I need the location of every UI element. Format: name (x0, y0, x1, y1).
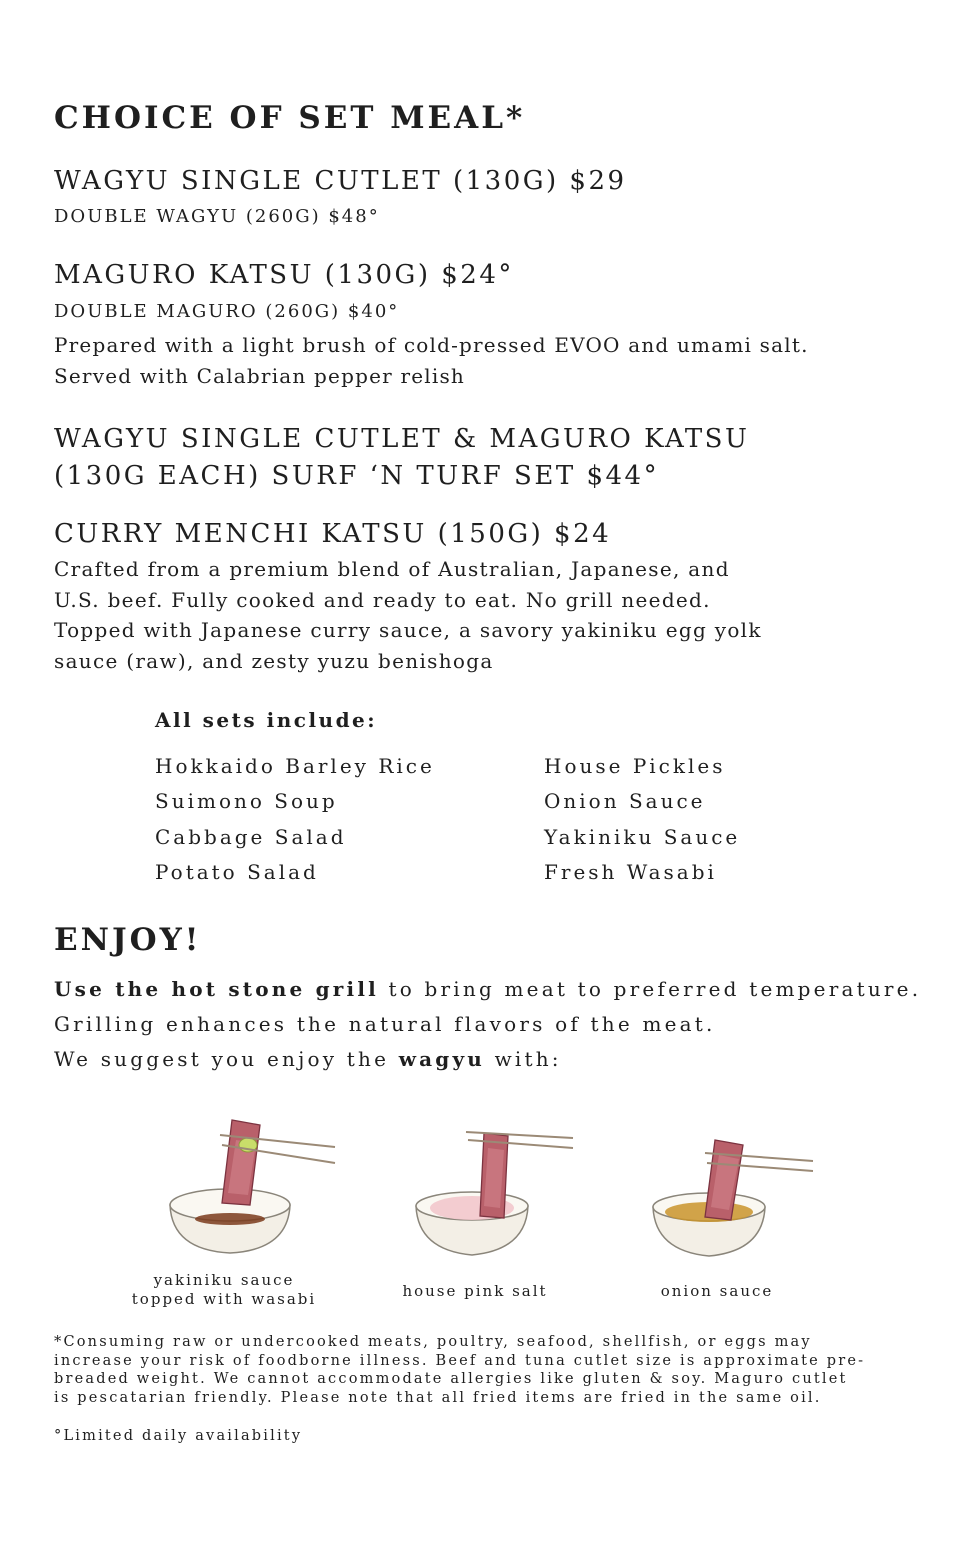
enjoy-line-3 (54, 1042, 921, 1077)
enjoy-phrase: to bring meat to preferred temperature. (378, 977, 922, 1001)
list-item: Yakiniku Sauce (544, 824, 741, 849)
caption-line: yakiniku sauce (153, 1271, 295, 1289)
item-wagyu-double: DOUBLE WAGYU (260G) $48° (54, 206, 380, 227)
caption-line: onion sauce (660, 1282, 774, 1300)
item-maguro-title: MAGURO KATSU (130G) $24° (54, 260, 514, 290)
footnote-line: is pescatarian friendly. Please note that all fried items are fried in the same oil. (54, 1389, 822, 1406)
footnote-line: *Consuming raw or undercooked meats, poultry, seafood, shellfish, or eggs may (54, 1334, 812, 1350)
caption-line: house pink salt (402, 1282, 548, 1300)
wagyu-yakiniku-wasabi-icon (160, 1105, 340, 1255)
item-maguro-double: DOUBLE MAGURO (260G) $40° (54, 301, 400, 322)
desc-line: Topped with Japanese curry sauce, a savory yakiniku egg yolk (54, 618, 762, 642)
includes-heading: All sets include: (155, 708, 378, 732)
list-item: Fresh Wasabi (544, 859, 717, 884)
desc-line: Prepared with a light brush of cold-pressed EVOO and umami salt. (54, 333, 809, 357)
desc-line: Crafted from a premium blend of Australian, Japanese, and (54, 557, 730, 581)
enjoy-phrase: We suggest you (54, 1047, 267, 1071)
includes-left-list (155, 749, 435, 890)
enjoy-line-1 (54, 972, 921, 1007)
enjoy-text (54, 972, 921, 1077)
list-item: Hokkaido Barley Rice (155, 754, 435, 778)
desc-line: sauce (raw), and zesty yuzu benishoga (54, 648, 494, 673)
desc-line: U.S. beef. Fully cooked and ready to eat. No grill needed. (54, 587, 711, 612)
item-maguro-description (54, 330, 809, 392)
enjoy-phrase: with: (485, 1047, 562, 1071)
title-line: (130G EACH) SURF ‘N TURF SET $44° (54, 461, 660, 491)
page-title: CHOICE OF SET MEAL* (54, 100, 526, 136)
enjoy-line-2: Grilling enhances the natural flavors of the meat. (54, 1012, 716, 1036)
enjoy-heading: ENJOY! (54, 922, 202, 958)
disclaimer-footnote (54, 1333, 865, 1407)
list-item: Onion Sauce (544, 789, 706, 814)
item-wagyu-single-title: WAGYU SINGLE CUTLET (130G) $29 (54, 166, 627, 196)
list-item: Cabbage Salad (155, 824, 347, 849)
title-line: WAGYU SINGLE CUTLET & MAGURO KATSU (54, 424, 750, 454)
pairing-caption-yakiniku (104, 1271, 344, 1309)
footnote-line: increase your risk of foodborne illness. Beef and tuna cutlet size is approximate pre- (54, 1352, 866, 1369)
enjoy-bold-phrase: wagyu (398, 1047, 486, 1071)
wagyu-onion-sauce-icon (645, 1125, 820, 1260)
includes-right-list (544, 749, 740, 890)
desc-line: Served with Calabrian pepper relish (54, 364, 465, 388)
list-item: Suimono Soup (155, 789, 338, 814)
caption-line: topped with wasabi (131, 1290, 317, 1308)
item-curry-menchi-description (54, 554, 762, 676)
pairing-caption-onion-sauce (597, 1282, 837, 1301)
enjoy-phrase: enjoy the (266, 1047, 399, 1071)
limited-availability-note: °Limited daily availability (54, 1428, 303, 1444)
item-surf-n-turf-title (54, 421, 749, 495)
pairing-caption-pink-salt (355, 1282, 595, 1301)
footnote-line: breaded weight. We cannot accommodate allergies like gluten & soy. Maguro cutlet (54, 1371, 848, 1388)
wagyu-pink-salt-icon (408, 1118, 578, 1258)
list-item: Potato Salad (155, 859, 319, 884)
list-item: House Pickles (544, 754, 726, 778)
enjoy-bold-phrase: Use the hot stone grill (54, 977, 379, 1001)
item-curry-menchi-title: CURRY MENCHI KATSU (150G) $24 (54, 519, 612, 549)
